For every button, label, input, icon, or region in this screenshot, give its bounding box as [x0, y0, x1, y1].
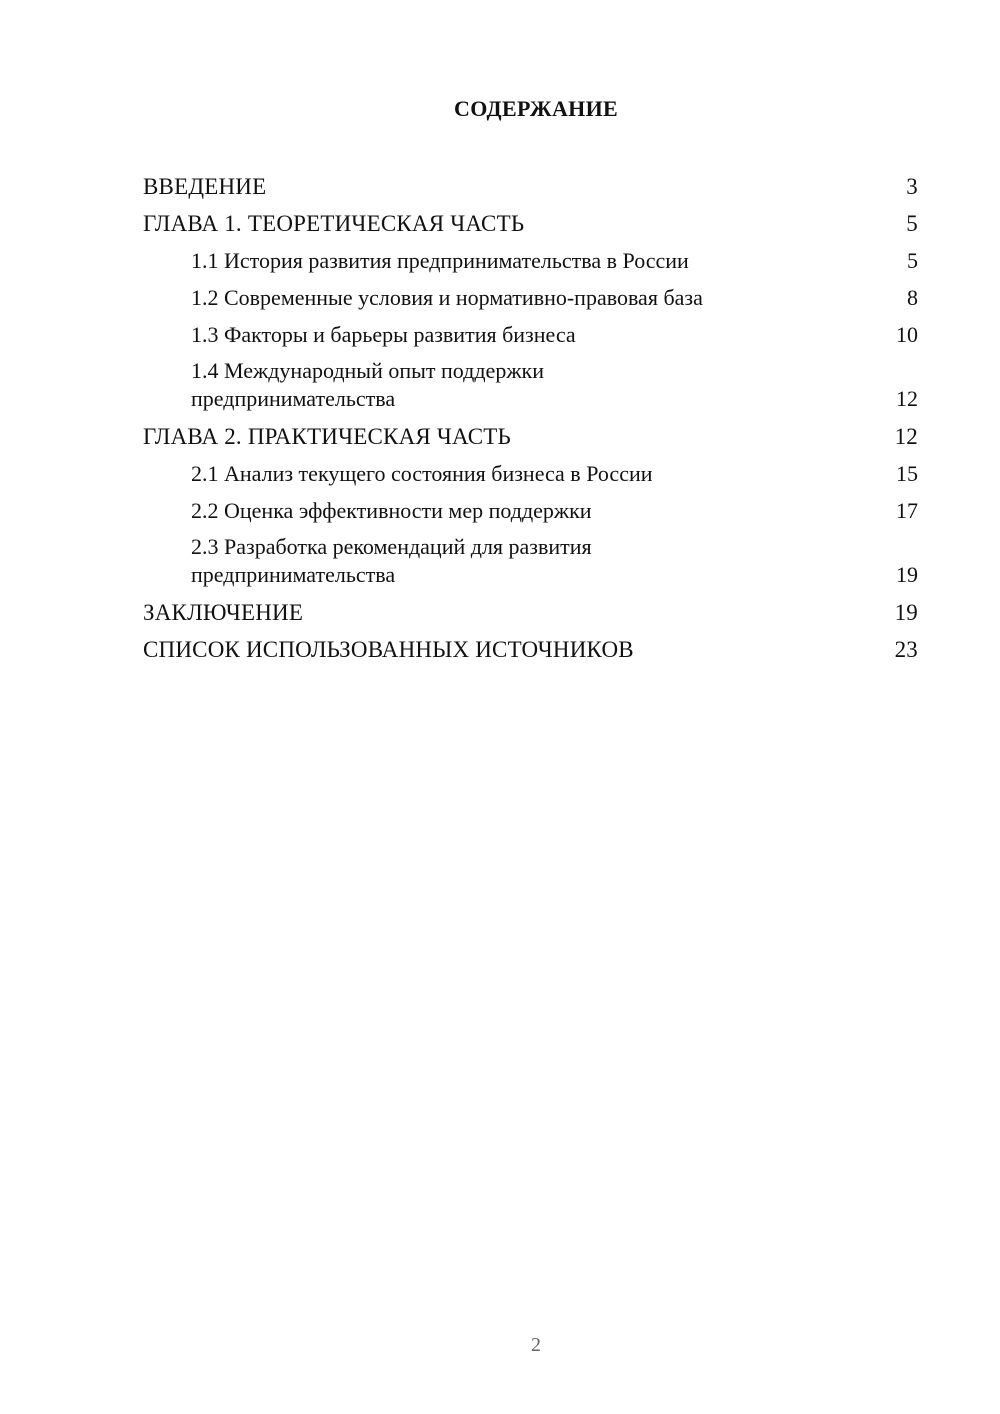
- toc-entry-label: ВВЕДЕНИЕ: [143, 174, 267, 199]
- toc-entry-label: ЗАКЛЮЧЕНИЕ: [143, 600, 304, 625]
- toc-entry-page: 8: [907, 285, 918, 310]
- table-of-contents: [143, 168, 918, 668]
- toc-entry-label: 1.2 Современные условия и нормативно-правовая база: [191, 285, 703, 310]
- toc-entry-section-1-2[interactable]: [143, 279, 918, 316]
- toc-entry-page: 12: [896, 386, 918, 411]
- toc-entry-page: 23: [894, 637, 918, 662]
- toc-entry-label: 2.1 Анализ текущего состояния бизнеса в России: [191, 461, 653, 486]
- toc-entry-page: 12: [894, 424, 918, 449]
- toc-entry-label: 1.3 Факторы и барьеры развития бизнеса: [191, 322, 576, 347]
- toc-entry-section-2-2[interactable]: [143, 492, 918, 529]
- toc-entry-introduction[interactable]: [143, 168, 918, 205]
- toc-entry-section-1-3[interactable]: [143, 316, 918, 353]
- toc-entry-page: 19: [896, 562, 918, 587]
- toc-entry-conclusion[interactable]: [143, 594, 918, 631]
- page-title: СОДЕРЖАНИЕ: [454, 96, 618, 121]
- toc-entry-page: 17: [896, 498, 918, 523]
- toc-entry-page: 10: [896, 322, 918, 347]
- toc-entry-label: СПИСОК ИСПОЛЬЗОВАННЫХ ИСТОЧНИКОВ: [143, 637, 634, 662]
- toc-entry-label: 1.1 История развития предпринимательства в России: [191, 248, 689, 273]
- toc-entry-label: ГЛАВА 1. ТЕОРЕТИЧЕСКАЯ ЧАСТЬ: [143, 211, 525, 236]
- toc-entry-page: 5: [907, 248, 918, 273]
- toc-entry-chapter-1[interactable]: [143, 205, 918, 242]
- toc-entry-section-1-1[interactable]: [143, 242, 918, 279]
- toc-entry-page: 19: [894, 600, 918, 625]
- toc-entry-section-1-4[interactable]: [143, 353, 918, 418]
- toc-entry-references[interactable]: [143, 631, 918, 668]
- toc-entry-page: 5: [906, 211, 918, 236]
- toc-entry-label: 2.3 Разработка рекомендаций для развития предпринимательства: [191, 534, 592, 587]
- toc-entry-section-2-1[interactable]: [143, 455, 918, 492]
- toc-entry-section-2-3[interactable]: [143, 529, 918, 594]
- page-number: 2: [531, 1334, 541, 1356]
- toc-entry-label: ГЛАВА 2. ПРАКТИЧЕСКАЯ ЧАСТЬ: [143, 424, 511, 449]
- toc-entry-label: 1.4 Международный опыт поддержки предпринимательства: [191, 358, 544, 411]
- toc-entry-chapter-2[interactable]: [143, 418, 918, 455]
- toc-entry-page: 3: [906, 174, 918, 199]
- toc-entry-label: 2.2 Оценка эффективности мер поддержки: [191, 498, 592, 523]
- toc-entry-page: 15: [896, 461, 918, 486]
